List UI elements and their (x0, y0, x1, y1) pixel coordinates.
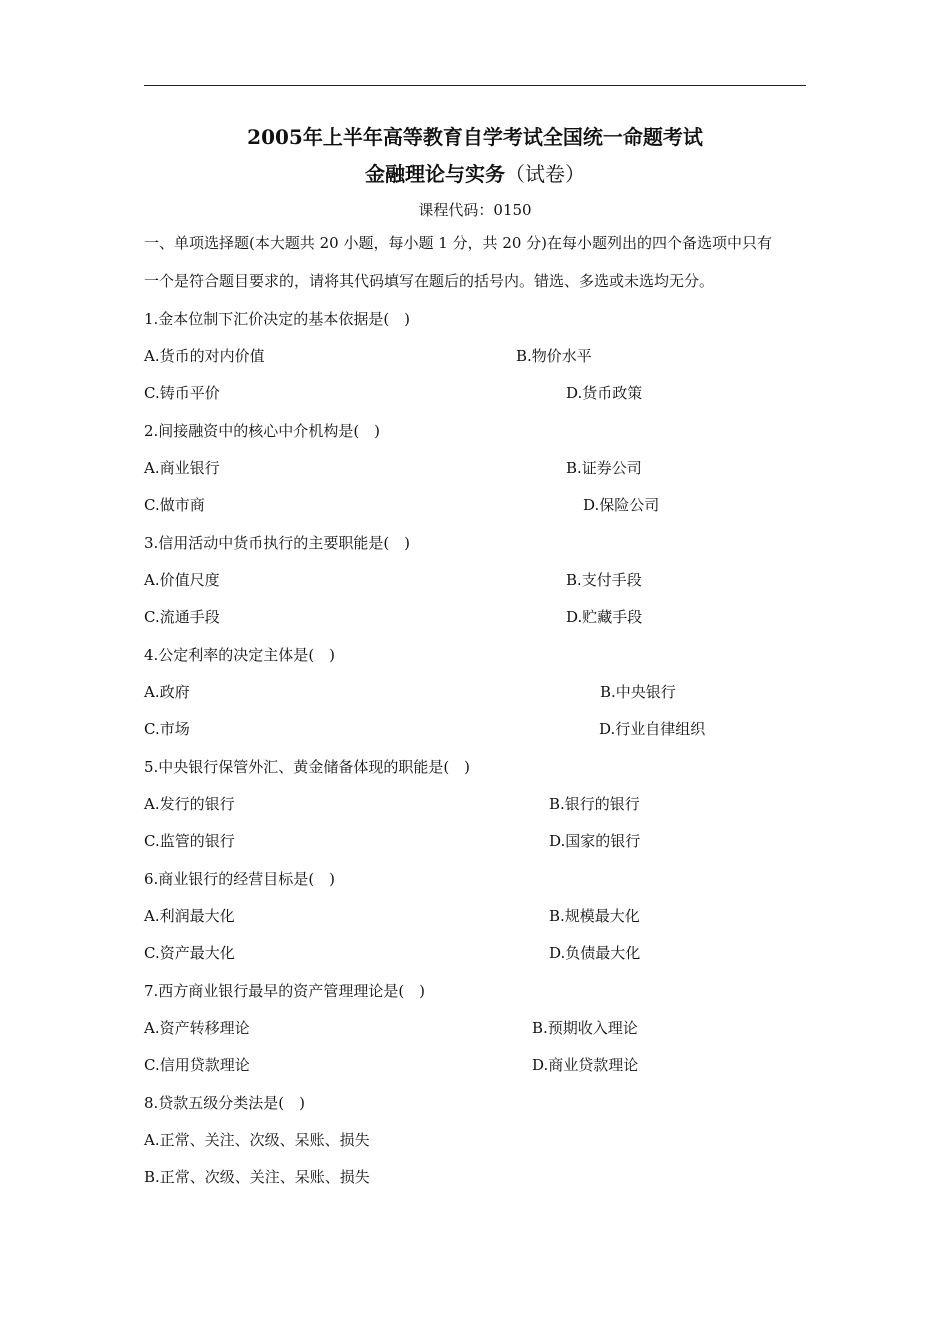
subject-name: 金融理论与实务 (365, 162, 505, 186)
subject-note: （试卷） (505, 162, 585, 186)
option-c: C.铸币平价 (144, 384, 220, 402)
option-d: D.货币政策 (566, 384, 643, 402)
section-intro-line-2: 一个是符合题目要求的，请将其代码填写在题后的括号内。错选、多选或未选均无分。 (144, 272, 715, 290)
exam-title: 2005年上半年高等教育自学考试全国统一命题考试 (247, 125, 703, 149)
option-b: B.物价水平 (516, 347, 592, 365)
option-a: A.价值尺度 (144, 571, 220, 589)
option-b: B.正常、次级、关注、呆账、损失 (144, 1168, 370, 1186)
option-a: A.商业银行 (144, 459, 220, 477)
subject-title (0, 161, 950, 187)
question-stem: 3.信用活动中货币执行的主要职能是( ) (144, 534, 411, 552)
option-c: C.流通手段 (144, 608, 220, 626)
question-stem: 8.贷款五级分类法是( ) (144, 1094, 306, 1112)
option-d: D.商业贷款理论 (532, 1056, 639, 1074)
option-a: A.资产转移理论 (144, 1019, 250, 1037)
option-d: D.保险公司 (583, 496, 660, 514)
option-c: C.资产最大化 (144, 944, 235, 962)
option-d: D.行业自律组织 (599, 720, 706, 738)
option-d: D.负债最大化 (549, 944, 641, 962)
option-b: B.银行的银行 (549, 795, 640, 813)
option-d: D.贮藏手段 (566, 608, 643, 626)
option-b: B.证券公司 (566, 459, 642, 477)
course-code: 课程代码：0150 (418, 201, 532, 219)
question-stem: 1.金本位制下汇价决定的基本依据是( ) (144, 310, 411, 328)
option-c: C.做市商 (144, 496, 205, 514)
option-c: C.监管的银行 (144, 832, 235, 850)
header-rule (144, 85, 806, 86)
option-a: A.利润最大化 (144, 907, 235, 925)
option-a: A.货币的对内价值 (144, 347, 265, 365)
option-b: B.规模最大化 (549, 907, 640, 925)
option-b: B.支付手段 (566, 571, 642, 589)
option-d: D.国家的银行 (549, 832, 641, 850)
section-intro-line-1: 一、单项选择题(本大题共 20 小题，每小题 1 分，共 20 分)在每小题列出的四个备选项中只有 (144, 234, 773, 252)
question-stem: 4.公定利率的决定主体是( ) (144, 646, 336, 664)
option-a: A.正常、关注、次级、呆账、损失 (144, 1131, 370, 1149)
option-b: B.预期收入理论 (532, 1019, 638, 1037)
question-stem: 2.间接融资中的核心中介机构是( ) (144, 422, 381, 440)
option-a: A.发行的银行 (144, 795, 235, 813)
option-b: B.中央银行 (600, 683, 676, 701)
option-a: A.政府 (144, 683, 190, 701)
question-stem: 7.西方商业银行最早的资产管理理论是( ) (144, 982, 426, 1000)
question-stem: 5.中央银行保管外汇、黄金储备体现的职能是( ) (144, 758, 471, 776)
question-stem: 6.商业银行的经营目标是( ) (144, 870, 336, 888)
option-c: C.信用贷款理论 (144, 1056, 250, 1074)
option-c: C.市场 (144, 720, 190, 738)
